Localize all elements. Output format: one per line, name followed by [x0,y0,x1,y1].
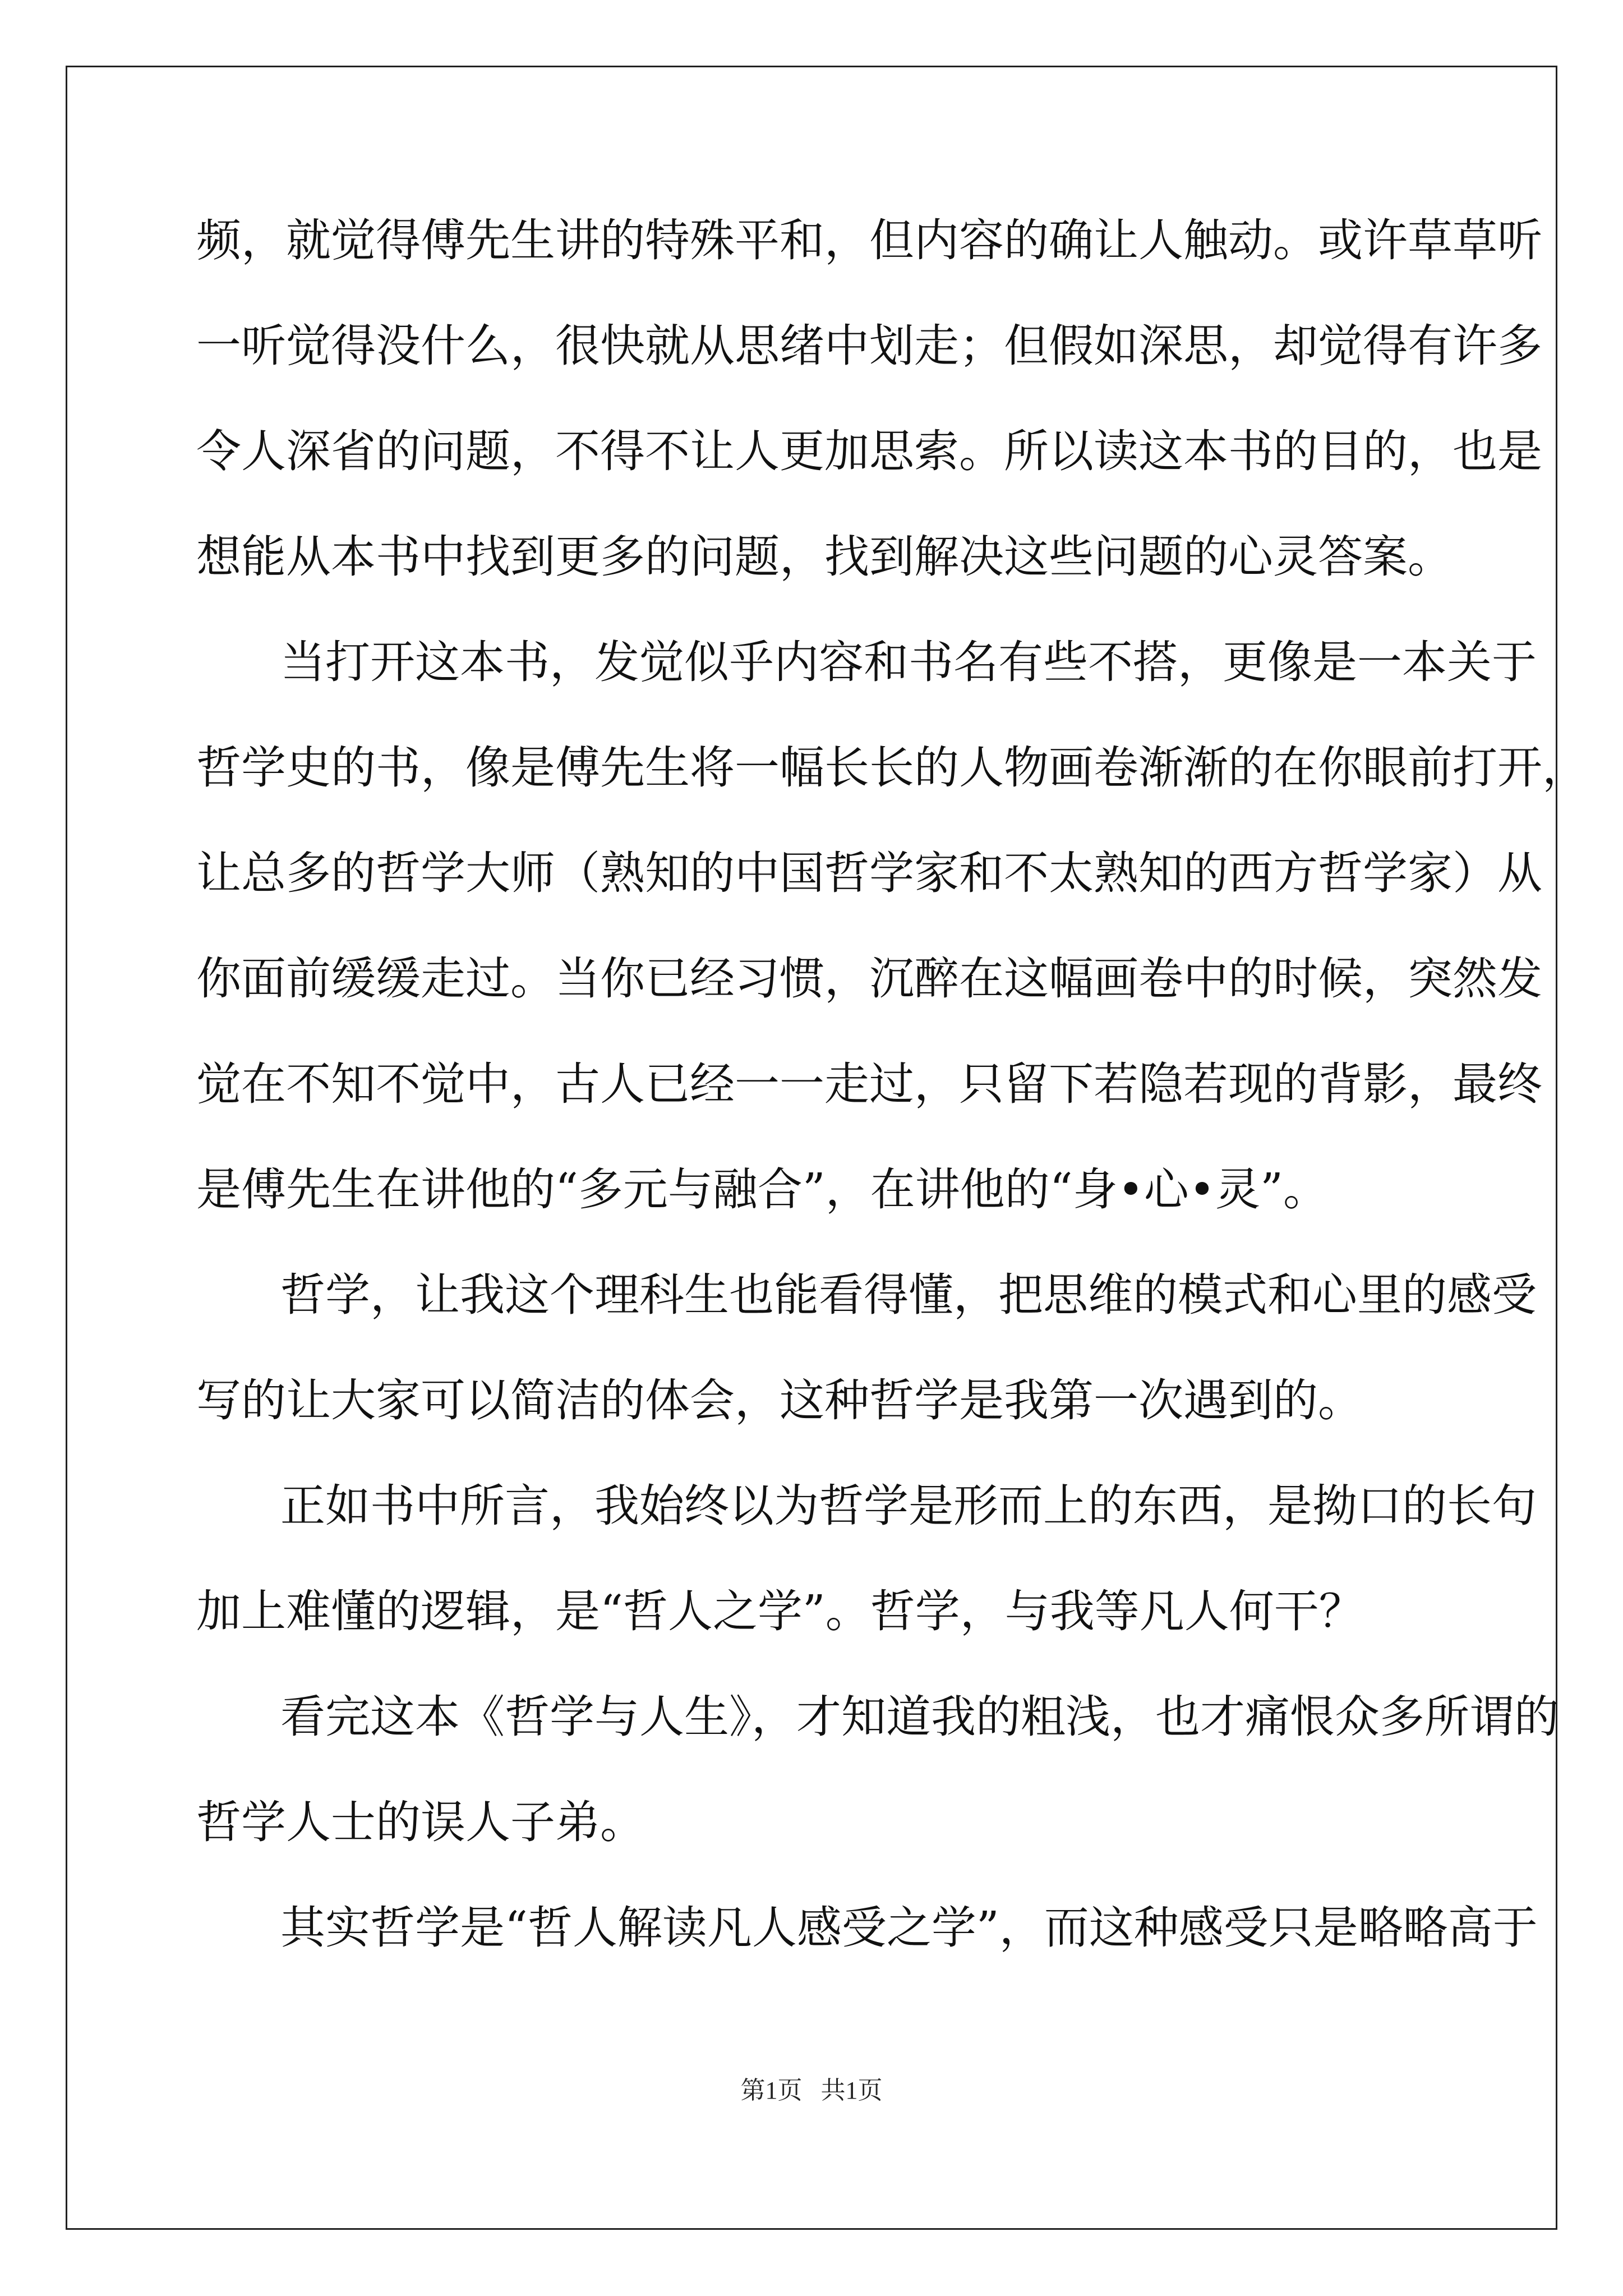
document-body [196,188,1587,1981]
text-line: 觉在不知不觉中，古人已经一一走过，只留下若隐若现的背影，最终 [196,1058,1542,1110]
text-line: 是傅先生在讲他的“多元与融合”，在讲他的“身•心•灵”。 [196,1163,1328,1216]
page-footer [0,2070,1623,2106]
page-number: 第1页 [740,2077,803,2104]
paragraph-first-line: 其实哲学是“哲人解读凡人感受之学”，而这种感受只是略略高于 [280,1902,1538,1954]
text-line: 哲学史的书，像是傅先生将一幅长长的人物画卷渐渐的在你眼前打开， [196,742,1587,794]
paragraph-first-line: 看完这本《哲学与人生》，才知道我的粗浅，也才痛恨众多所谓的 [280,1691,1559,1743]
paragraph-first-line: 当打开这本书，发觉似乎内容和书名有些不搭，更像是一本关于 [280,636,1537,688]
paragraph-first-line: 哲学，让我这个理科生也能看得懂，把思维的模式和心里的感受 [280,1269,1537,1321]
text-line: 让总多的哲学大师（熟知的中国哲学家和不太熟知的西方哲学家）从 [196,847,1542,899]
text-line: 一听觉得没什么，很快就从思绪中划走；但假如深思，却觉得有许多 [196,320,1542,372]
text-line: 加上难懂的逻辑，是“哲人之学”。哲学，与我等凡人何干？ [196,1585,1364,1637]
text-line: 想能从本书中找到更多的问题，找到解决这些问题的心灵答案。 [196,531,1453,583]
text-line: 哲学人士的误人子弟。 [196,1796,645,1848]
text-line: 写的让大家可以简洁的体会，这种哲学是我第一次遇到的。 [196,1374,1363,1427]
text-line: 你面前缓缓走过。当你已经习惯，沉醉在这幅画卷中的时候，突然发 [196,953,1542,1005]
footer-spacer [803,2077,821,2104]
text-line: 令人深省的问题，不得不让人更加思索。所以读这本书的目的，也是 [196,425,1542,477]
text-line: 频，就觉得傅先生讲的特殊平和，但内容的确让人触动。或许草草听 [196,214,1542,266]
page-total: 共1页 [820,2077,883,2104]
paragraph-first-line: 正如书中所言，我始终以为哲学是形而上的东西，是拗口的长句 [280,1480,1537,1532]
